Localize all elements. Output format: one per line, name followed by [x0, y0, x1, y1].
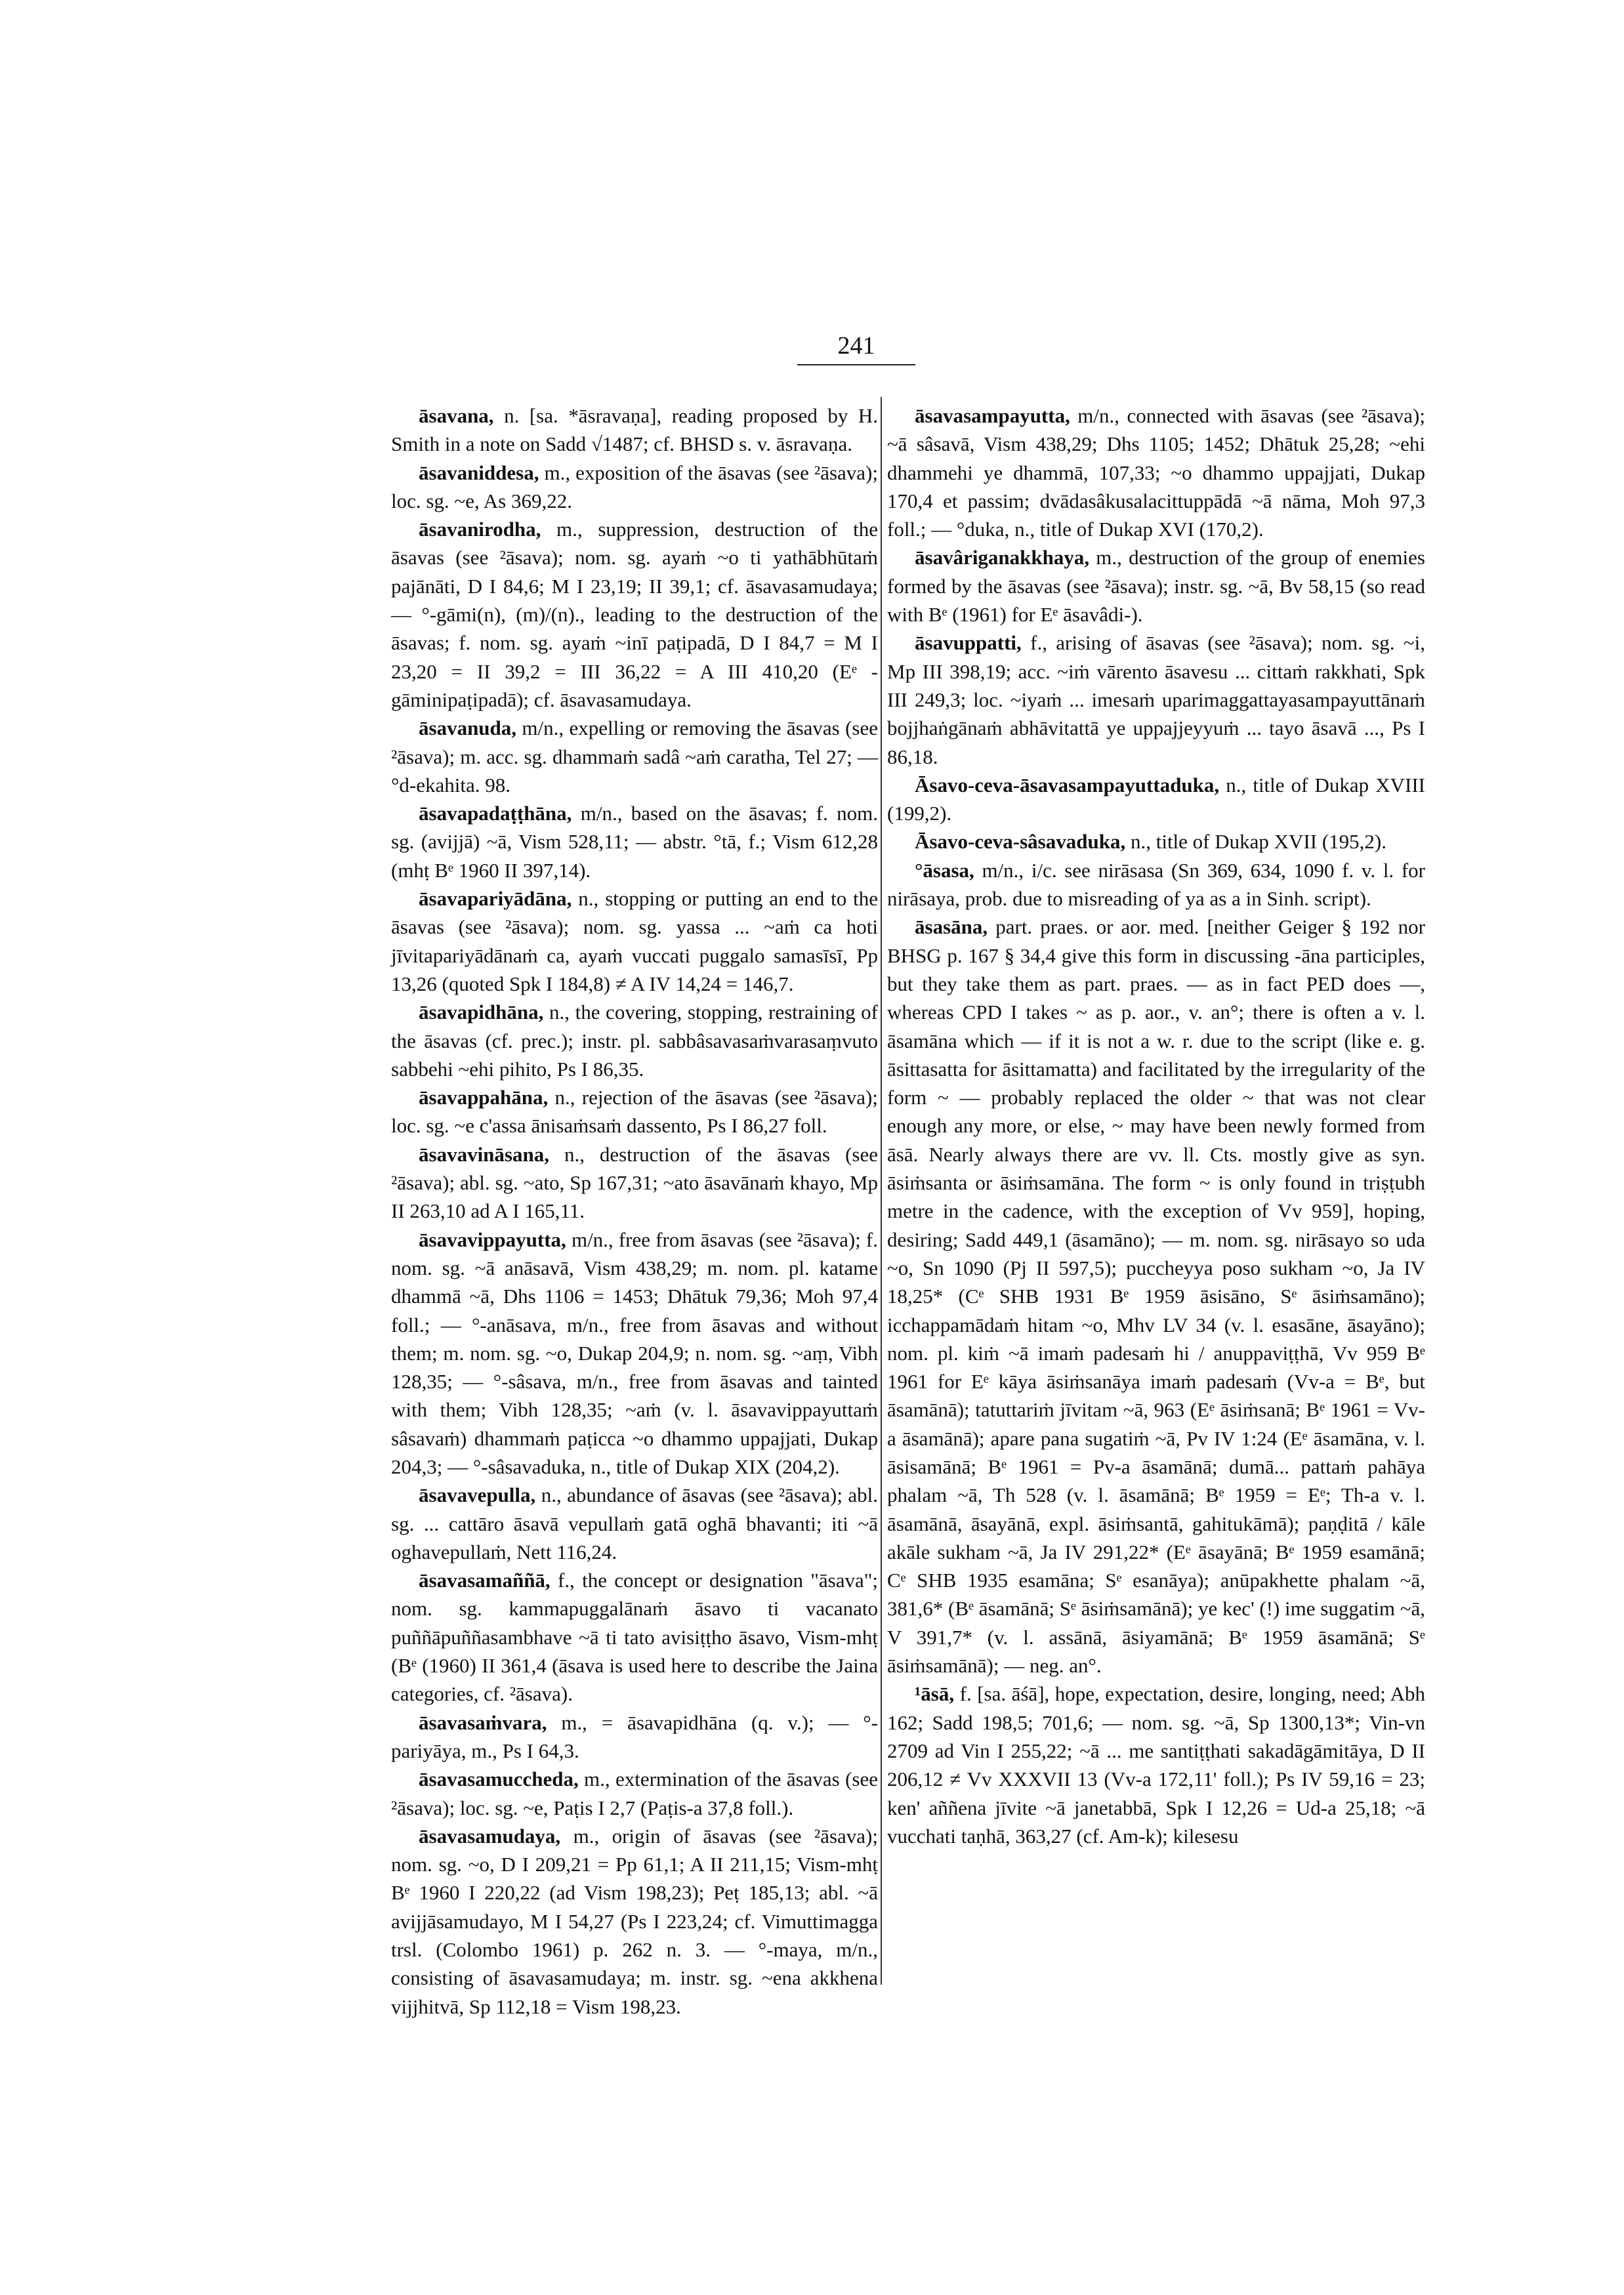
- right-column: [887, 402, 1425, 1850]
- entry-definition: n., title of Dukap XVII (195,2).: [1125, 830, 1386, 854]
- entry-definition: n., rejection of the āsavas (see ²āsava); loc. sg. ~e c'assa ānisaṁsaṁ dassento, Ps I 86,27 foll.: [391, 1086, 878, 1138]
- entry-headword: āsavapidhāna,: [419, 1001, 544, 1024]
- entry-definition: m/n., expelling or removing the āsavas (see ²āsava); m. acc. sg. dhammaṁ sadâ ~aṁ caratha, Tel 27; — °d-ekahita. 98.: [391, 716, 878, 796]
- dictionary-entry: [391, 402, 878, 459]
- entry-headword: ¹āsā,: [915, 1682, 955, 1706]
- entry-definition: m/n., free from āsavas (see ²āsava); f. nom. sg. ~ā anāsavā, Vism 438,29; m. nom. pl. katame dhammā ~ā, Dhs 1106 = 1453; Dhātuk 79,36; Moh 97,4 foll.; — °-anāsava, m/n., free from āsavas and without them; m. nom. sg. ~o, Dukap 204,9; n. nom. sg. ~aṃ, Vibh 128,35; — °-sâsava, m/n., free from āsavas and tainted with them; Vibh 128,35; ~aṁ (v. l. āsavavippayuttaṁ sâsavaṁ) dhammaṁ paṭicca ~o dhammo uppajjati, Dukap 204,3; — °-sâsavaduka, n., title of Dukap XIX (204,2).: [391, 1228, 878, 1478]
- dictionary-entry: [391, 1481, 878, 1566]
- entry-headword: āsavasamaññā,: [419, 1569, 551, 1592]
- dictionary-entry: [391, 1822, 878, 2021]
- entry-headword: Āsavo-ceva-sâsavaduka,: [915, 830, 1126, 854]
- dictionary-entry: [887, 543, 1425, 629]
- dictionary-entry: [391, 515, 878, 714]
- entry-definition: m/n., i/c. see nirāsasa (Sn 369, 634, 1090 f. v. l. for nirāsaya, prob. due to misreading of ya as a in Sinh. script).: [887, 858, 1425, 911]
- dictionary-entry: [391, 1140, 878, 1226]
- entry-definition: n., the covering, stopping, restraining of the āsavas (cf. prec.); instr. pl. sabbâsavasaṁvarasaṃvuto sabbehi ~ehi pihito, Ps I 86,35.: [391, 1001, 878, 1081]
- left-column: [391, 402, 878, 2021]
- entry-headword: Āsavo-ceva-āsavasampayuttaduka,: [915, 773, 1220, 796]
- entry-headword: āsavavippayutta,: [419, 1228, 566, 1251]
- dictionary-entry: [391, 1226, 878, 1481]
- entry-definition: f. [sa. āśā], hope, expectation, desire, longing, need; Abh 162; Sadd 198,5; 701,6; — nom. sg. ~ā, Sp 1300,13*; Vin-vn 2709 ad Vin I 255,22; ~ā ... me santiṭṭhati sakadāgāmitāya, D II 206,12 ≠ Vv XXXVII 13 (Vv-a 172,11' foll.); Ps IV 59,16 = 23; ken' aññena jīvite ~ā janetabbā, Spk I 12,26 = Ud-a 25,18; ~ā vucchati taṇhā, 363,27 (cf. Am-k); kilesesu: [887, 1682, 1425, 1848]
- dictionary-entry: [391, 1083, 878, 1140]
- entry-definition: part. praes. or aor. med. [neither Geiger § 192 nor BHSG p. 167 § 34,4 give this form in discussing -āna participles, but they take them as part. praes. — as in fact PED does —, whereas CPD I takes ~ as p. aor., v. an°; there is often a v. l. āsamāna which — if it is not a w. r. due to the script (like e. g. āsittasatta for āsittamatta) and facilitated by the irregularity of the form ~ — probably replaced the older ~ that was not clear enough any more, or else, ~ may have been newly formed from āsā. Nearly always there are vv. ll. Cts. mostly give as syn. āsiṁsanta or āsiṁsamāna. The form ~ is only found in triṣṭubh metre in the cadence, with the exception of Vv 959], hoping, desiring; Sadd 449,1 (āsamāno); — m. nom. sg. nirāsayo so uda ~o, Sn 1090 (Pj II 597,5); puccheyya poso sukham ~o, Ja IV 18,25* (Cᵉ SHB 1931 Bᵉ 1959 āsisāno, Sᵉ āsiṁsamāno); icchappamādaṁ hitam ~o, Mhv LV 34 (v. l. esasāne, āsayāno); nom. pl. kiṁ ~ā imaṁ padesaṁ hi / anuppaviṭṭhā, Vv 959 Bᵉ 1961 for Eᵉ kāya āsiṁsanāya imaṁ padesaṁ (Vv-a = Bᵉ, but āsamānā); tatuttariṁ jīvitam ~ā, 963 (Eᵉ āsiṁsanā; Bᵉ 1961 = Vv-a āsamānā); apare pana sugatiṁ ~ā, Pv IV 1:24 (Eᵉ āsamāna, v. l. āsisamānā; Bᵉ 1961 = Pv-a āsamānā; dumā... pattaṁ pahāya phalam ~ā, Th 528 (v. l. āsamānā; Bᵉ 1959 = Eᵉ; Th-a v. l. āsamānā, āsayānā, expl. āsiṁsantā, gahitukāmā); paṇḍitā / kāle akāle sukham ~ā, Ja IV 291,22* (Eᵉ āsayānā; Bᵉ 1959 esamānā; Cᵉ SHB 1935 esamāna; Sᵉ esanāya); anūpakhette phalam ~ā, 381,6* (Bᵉ āsamānā; Sᵉ āsiṁsamānā); ye kec' (!) ime suggatim ~ā, V 391,7* (v. l. assānā, āsiyamānā; Bᵉ 1959 āsamānā; Sᵉ āsiṁsamānā); — neg. an°.: [887, 915, 1425, 1678]
- entry-definition: m., extermination of the āsavas (see ²āsava); loc. sg. ~e, Paṭis I 2,7 (Paṭis-a 37,8 foll.).: [391, 1768, 878, 1819]
- entry-definition: n., abundance of āsavas (see ²āsava); abl. sg. ... cattāro āsavā vepullaṁ gatā oghā bhavanti; iti ~ā oghavepullaṁ, Nett 116,24.: [391, 1483, 878, 1563]
- entry-definition: m/n., based on the āsavas; f. nom. sg. (avijjā) ~ā, Vism 528,11; — abstr. °tā, f.; Vism 612,28 (mhṭ Bᵉ 1960 II 397,14).: [391, 802, 878, 882]
- entry-definition: f., arising of āsavas (see ²āsava); nom. sg. ~i, Mp III 398,19; acc. ~iṁ vārento āsavesu ... cittaṁ rakkhati, Spk III 249,3; loc. ~iyaṁ ... imesaṁ uparimaggattayasampayuttānaṁ bojjhaṅgānaṁ abhāvitattā ye uppajjeyyuṁ ... tayo āsavā ..., Ps I 86,18.: [887, 631, 1425, 768]
- entry-headword: āsavanuda,: [419, 716, 517, 740]
- entry-definition: n., title of Dukap XVIII (199,2).: [887, 773, 1425, 825]
- dictionary-entry: [887, 771, 1425, 828]
- dictionary-entry: [391, 714, 878, 799]
- entry-headword: āsavasamuccheda,: [419, 1768, 579, 1791]
- entry-definition: m/n., connected with āsavas (see ²āsava); ~ā sâsavā, Vism 438,29; Dhs 1105; 1452; Dhātuk 25,28; ~ehi dhammehi ye dhammā, 107,33; ~o dhammo uppajjati, Dukap 170,4 et passim; dvādasâkusalacittuppādā ~ā nāma, Moh 97,3 foll.; — °duka, n., title of Dukap XVI (170,2).: [887, 404, 1425, 541]
- entry-headword: āsavuppatti,: [915, 631, 1022, 655]
- entry-headword: āsavappahāna,: [419, 1086, 549, 1109]
- entry-headword: °āsasa,: [915, 858, 974, 882]
- dictionary-entry: [887, 1680, 1425, 1850]
- entry-headword: āsavâriganakkhaya,: [915, 546, 1090, 569]
- dictionary-entry: [887, 629, 1425, 770]
- entry-definition: m., origin of āsavas (see ²āsava); nom. sg. ~o, D I 209,21 = Pp 61,1; A II 211,15; Vism-mhṭ Bᵉ 1960 I 220,22 (ad Vism 198,23); Peṭ 185,13; abl. ~ā avijjāsamudayo, M I 54,27 (Ps I 223,24; cf. Vimuttimagga trsl. (Colombo 1961) p. 262 n. 3. — °-maya, m/n., consisting of āsavasamudaya; m. instr. sg. ~ena akkhena vijjhitvā, Sp 112,18 = Vism 198,23.: [391, 1824, 878, 2018]
- dictionary-entry: [887, 402, 1425, 543]
- dictionary-entry: [391, 799, 878, 884]
- dictionary-entry: [391, 1566, 878, 1708]
- entry-headword: āsavapariyādāna,: [419, 887, 572, 911]
- entry-definition: m., suppression, destruction of the āsavas (see ²āsava); nom. sg. ayaṁ ~o ti yathābhūtaṁ pajānāti, D I 84,6; M I 23,19; II 39,1; cf. āsavasamudaya; — °-gāmi(n), (m)/(n)., leading to the destruction of the āsavas; f. nom. sg. ayaṁ ~inī paṭipadā, D I 84,7 = M I 23,20 = II 39,2 = III 36,22 = A III 410,20 (Eᵉ -gāminipaṭipadā); cf. āsavasamudaya.: [391, 518, 878, 711]
- entry-definition: n., destruction of the āsavas (see ²āsava); abl. sg. ~ato, Sp 167,31; ~ato āsavānaṁ khayo, Mp II 263,10 ad A I 165,11.: [391, 1142, 878, 1223]
- entry-definition: n. [sa. *āsravaṇa], reading proposed by H. Smith in a note on Sadd √1487; cf. BHSD s. v. āsravaṇa.: [391, 404, 878, 456]
- dictionary-entry: [887, 827, 1425, 856]
- entry-headword: āsavaniddesa,: [419, 461, 539, 484]
- entry-headword: āsavasaṁvara,: [419, 1710, 547, 1734]
- entry-headword: āsavana,: [419, 404, 494, 427]
- entry-headword: āsavavepulla,: [419, 1483, 536, 1507]
- entry-headword: āsavasampayutta,: [915, 404, 1070, 427]
- dictionary-entry: [887, 913, 1425, 1680]
- entry-definition: m., destruction of the group of enemies formed by the āsavas (see ²āsava); instr. sg. ~ā, Bv 58,15 (so read with Bᵉ (1961) for Eᵉ āsavâdi-).: [887, 546, 1425, 627]
- dictionary-entry: [391, 1765, 878, 1822]
- page-number: 241: [797, 331, 915, 365]
- entry-headword: āsavapadaṭṭhāna,: [419, 802, 572, 825]
- entry-headword: āsavanirodha,: [419, 518, 541, 541]
- entry-definition: f., the concept or designation "āsava"; nom. sg. kammapuggalānaṁ āsavo ti vacanato puññāpuññasambhave ~ā ti tato avisiṭṭho āsavo, Vism-mhṭ (Bᵉ (1960) II 361,4 (āsava is used here to describe the Jaina categories, cf. ²āsava).: [391, 1569, 878, 1706]
- entry-headword: āsavasamudaya,: [419, 1824, 561, 1848]
- entry-definition: n., stopping or putting an end to the āsavas (see ²āsava); nom. sg. yassa ... ~aṁ ca hoti jīvitapariyādānaṁ ca, ayaṁ vuccati puggalo samasīsī, Pp 13,26 (quoted Spk I 184,8) ≠ A IV 14,24 = 146,7.: [391, 887, 878, 995]
- dictionary-entry: [391, 998, 878, 1083]
- dictionary-entry: [391, 884, 878, 998]
- dictionary-entry: [391, 459, 878, 516]
- entry-headword: āsavavināsana,: [419, 1142, 549, 1166]
- entry-definition: m., = āsavapidhāna (q. v.); — °-pariyāya, m., Ps I 64,3.: [391, 1710, 878, 1762]
- column-divider: [881, 397, 882, 1985]
- entry-headword: āsasāna,: [915, 915, 988, 939]
- dictionary-entry: [887, 856, 1425, 913]
- dictionary-entry: [391, 1708, 878, 1766]
- entry-definition: m., exposition of the āsavas (see ²āsava); loc. sg. ~e, As 369,22.: [391, 461, 878, 512]
